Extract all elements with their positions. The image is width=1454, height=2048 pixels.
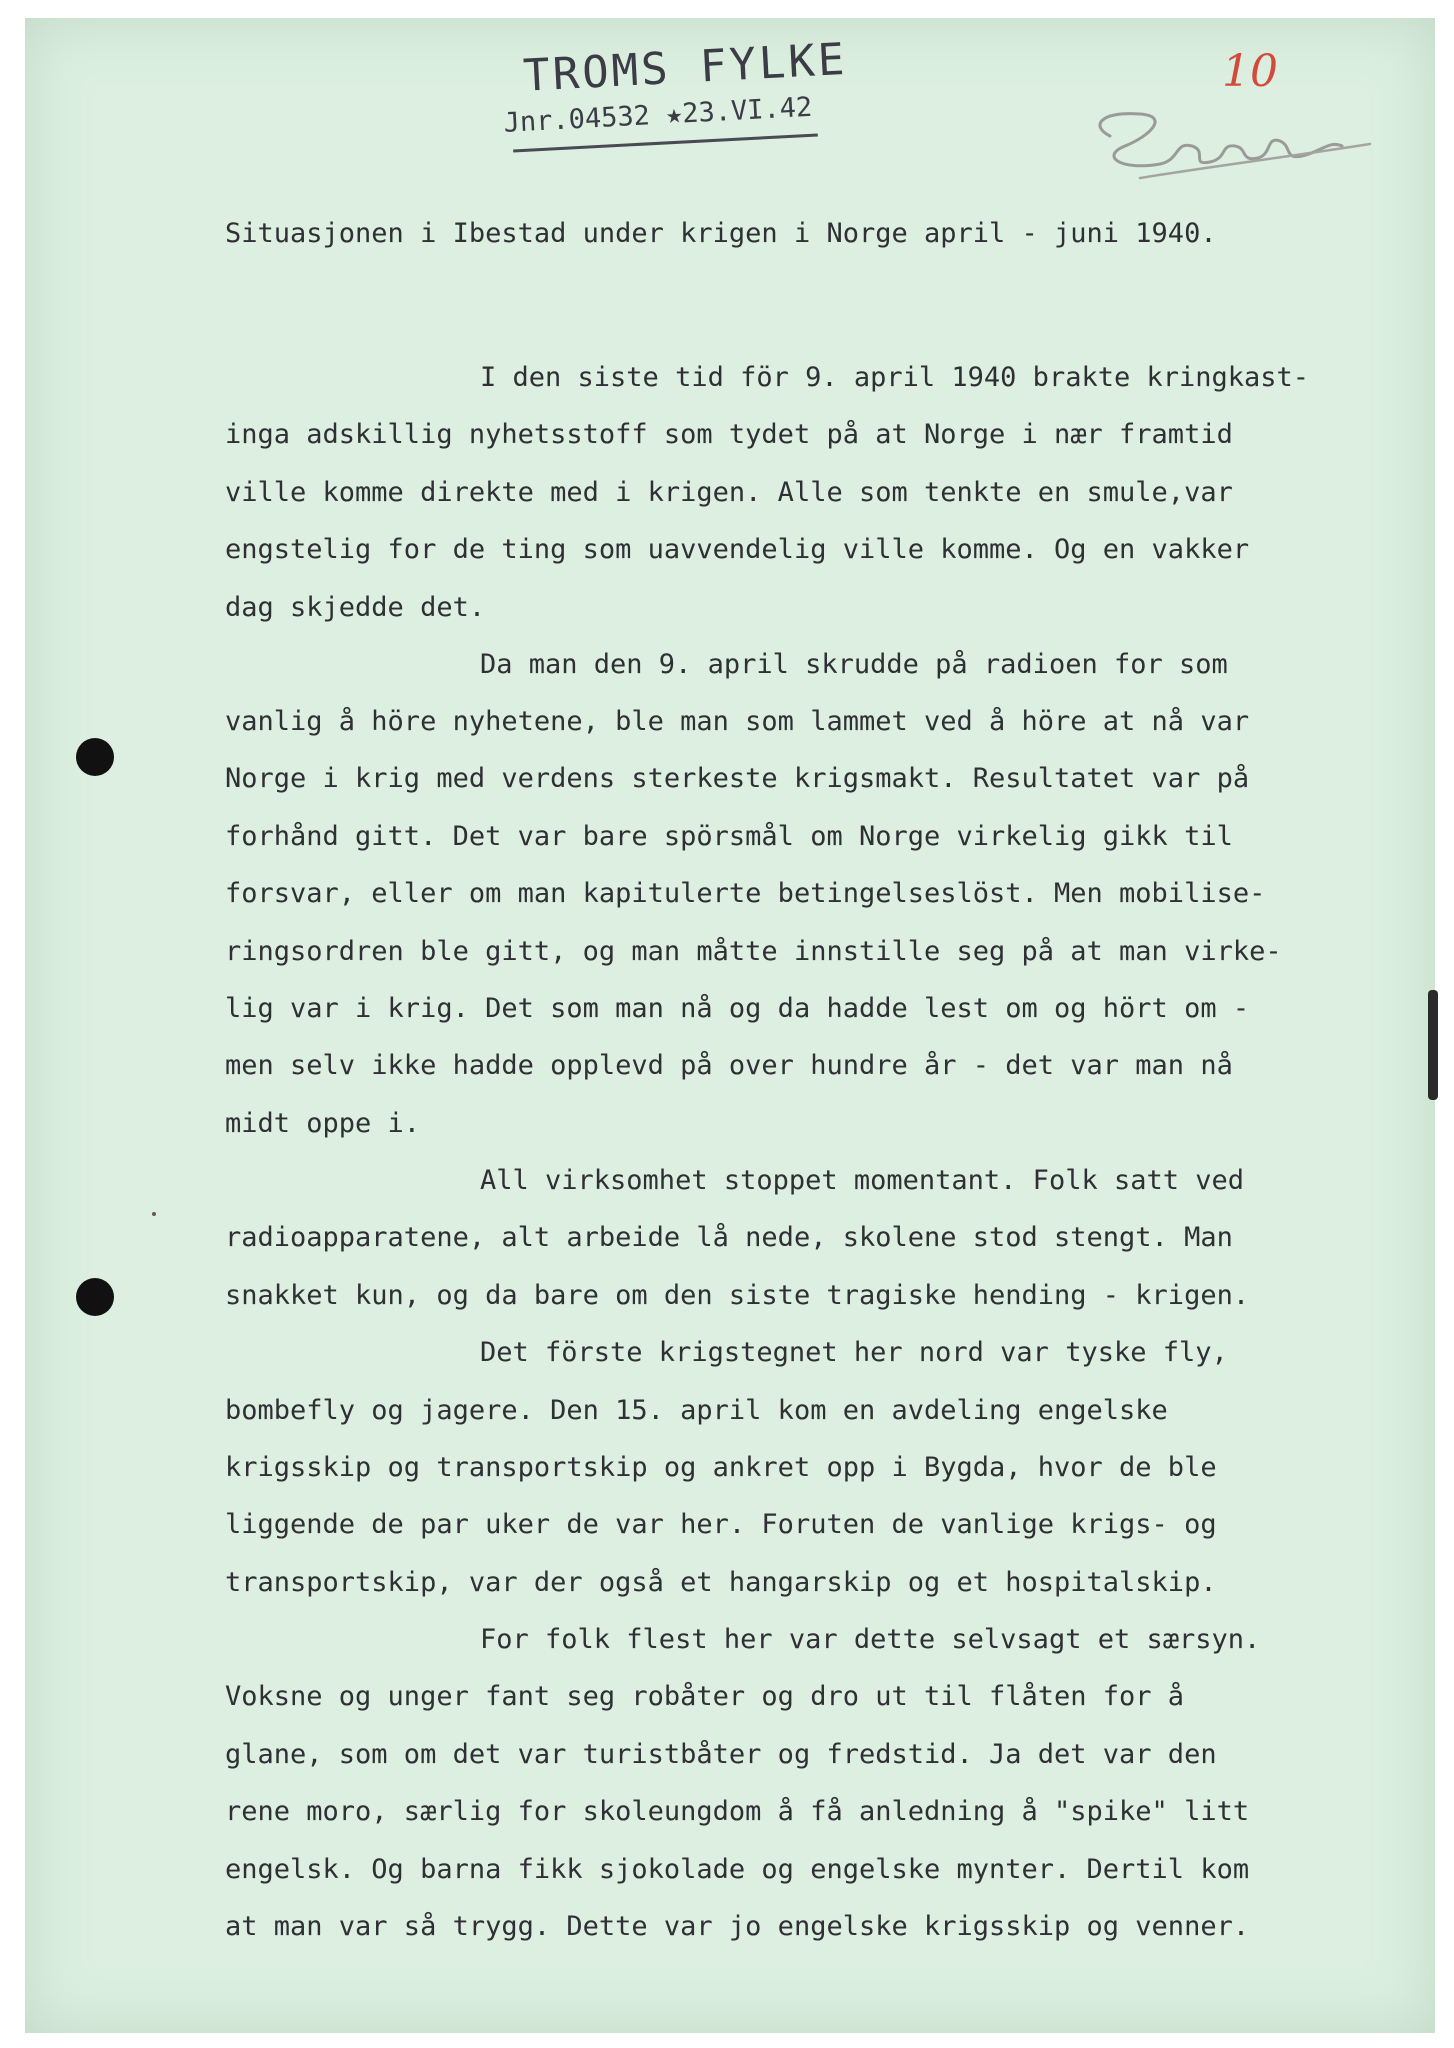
body-line: rene moro, særlig for skoleungdom å få anledning å "spike" litt	[225, 1796, 1250, 1827]
body-line: transportskip, var der også et hangarskip og et hospitalskip.	[225, 1567, 1217, 1598]
body-line: ville komme direkte med i krigen. Alle som tenkte en smule,var	[225, 477, 1233, 508]
punch-hole	[76, 1278, 114, 1316]
stamp-title: TROMS FYLKE	[521, 33, 849, 102]
body-line: For folk flest her var dette selvsagt et særsyn.	[480, 1624, 1261, 1655]
body-line: snakket kun, og da bare om den siste tragiske hending - krigen.	[225, 1280, 1250, 1311]
body-line: midt oppe i.	[225, 1108, 421, 1139]
body-line: vanlig å höre nyhetene, ble man som lammet ved å höre at nå var	[225, 706, 1250, 737]
body-line: ringsordren ble gitt, og man måtte innstille seg på at man virke-	[225, 936, 1282, 967]
body-line: Da man den 9. april skrudde på radioen for som	[480, 649, 1228, 680]
body-line: I den siste tid för 9. april 1940 brakte kringkast-	[480, 362, 1310, 393]
body-line: Voksne og unger fant seg robåter og dro ut til flåten for å	[225, 1681, 1185, 1712]
archive-stamp	[500, 33, 849, 162]
page-number: 10	[1222, 46, 1278, 97]
body-line: radioapparatene, alt arbeide lå nede, skolene stod stengt. Man	[225, 1222, 1233, 1253]
body-line: lig var i krig. Det som man nå og da hadde lest om og hört om -	[225, 993, 1250, 1024]
body-line: forsvar, eller om man kapitulerte betingelseslöst. Men mobilise-	[225, 878, 1266, 909]
body-line: krigsskip og transportskip og ankret opp i Bygda, hvor de ble	[225, 1452, 1217, 1483]
document-page	[25, 18, 1435, 2033]
body-line: bombefly og jagere. Den 15. april kom en avdeling engelske	[225, 1395, 1168, 1426]
body-line: engelsk. Og barna fikk sjokolade og engelske mynter. Dertil kom	[225, 1854, 1250, 1885]
body-line: glane, som om det var turistbåter og fredstid. Ja det var den	[225, 1739, 1217, 1770]
paper-speck	[152, 1212, 156, 1216]
punch-hole	[76, 738, 114, 776]
body-line: All virksomhet stoppet momentant. Folk satt ved	[480, 1165, 1245, 1196]
body-line: liggende de par uker de var her. Foruten de vanlige krigs- og	[225, 1509, 1217, 1540]
pencil-signature	[1080, 96, 1380, 196]
body-line: forhånd gitt. Det var bare spörsmål om Norge virkelig gikk til	[225, 821, 1233, 852]
body-line: engstelig for de ting som uavvendelig ville komme. Og en vakker	[225, 534, 1250, 565]
binding-clip-mark	[1428, 990, 1438, 1100]
body-line: at man var så trygg. Dette var jo engelske krigsskip og venner.	[225, 1911, 1250, 1942]
stamp-journal-number: Jnr.04532 ★23.VI.42	[502, 91, 813, 139]
body-line: dag skjedde det.	[225, 592, 486, 623]
body-line: Norge i krig med verdens sterkeste krigsmakt. Resultatet var på	[225, 763, 1250, 794]
body-line: Det förste krigstegnet her nord var tyske fly,	[480, 1337, 1228, 1368]
body-line: inga adskillig nyhetsstoff som tydet på at Norge i nær framtid	[225, 419, 1233, 450]
body-line: men selv ikke hadde opplevd på over hundre år - det var man nå	[225, 1050, 1233, 1081]
document-title: Situasjonen i Ibestad under krigen i Norge april - juni 1940.	[225, 218, 1217, 249]
